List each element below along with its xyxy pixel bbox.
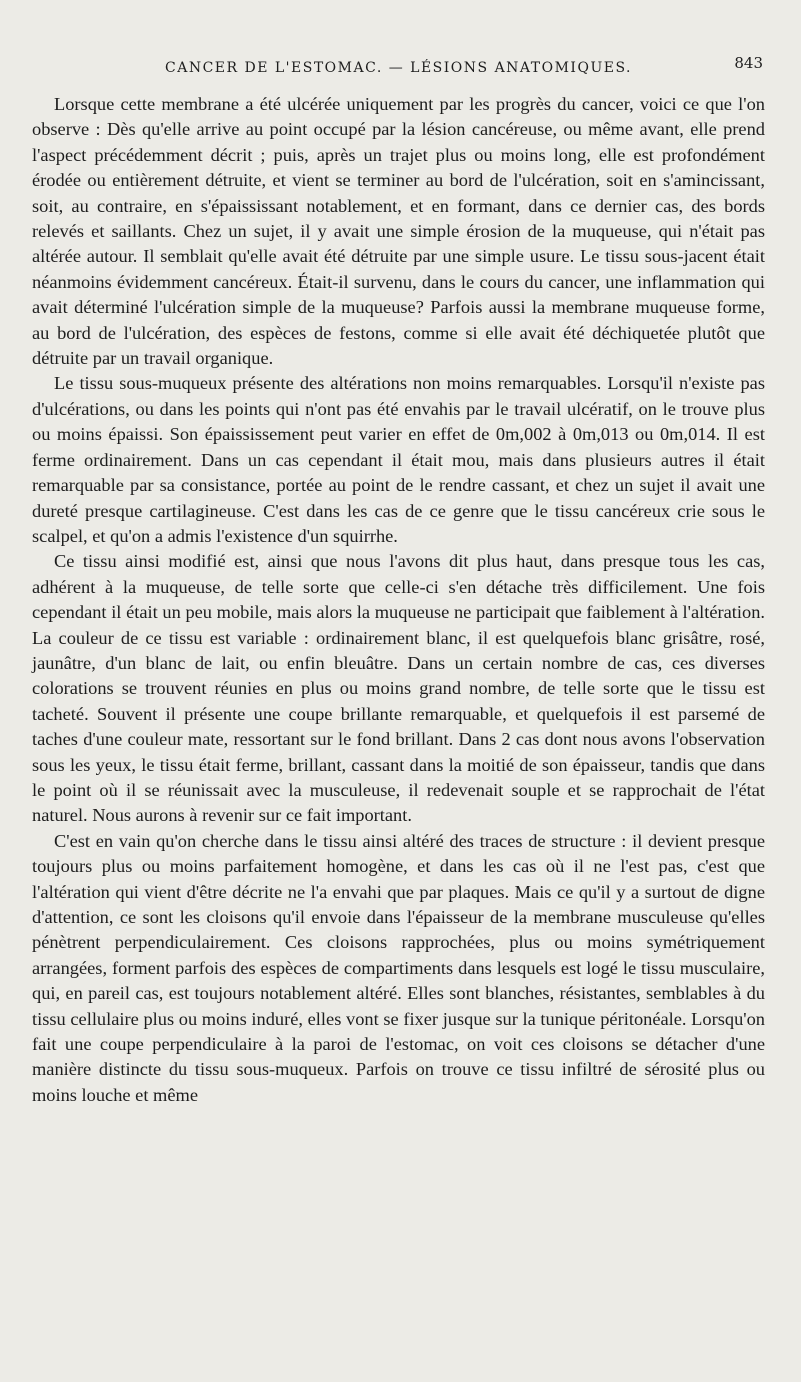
paragraph-tissu-modifie: Ce tissu ainsi modifié est, ainsi que nous l'avons dit plus haut, dans presque tous les cas, adhérent à la muqueuse, de telle sorte que celle-ci s'en détache très difficilement. Une fois cependant il était un peu mobile, mais alors la muqueuse ne participait que faiblement à l'altération. La couleur de ce tissu est variable : ordinairement blanc, il est quelquefois blanc grisâtre, rosé, jaunâtre, d'un blanc de lait, ou enfin bleuâtre. Dans un certain nombre de cas, ces diverses colorations se trouvent réunies en plus ou moins grand nombre, de telle sorte que le tissu est tacheté. Souvent il présente une coupe brillante remarquable, et quelquefois il est parsemé de taches d'une couleur mate, ressortant sur le fond brillant. Dans 2 cas dont nous avons l'observation sous les yeux, le tissu était ferme, brillant, cassant dans la moitié de son épaisseur, tandis que dans le point où il se réunissait avec la musculeuse, il redevenait souple et se rapprochait de l'état naturel. Nous aurons à revenir sur ce fait important. (32, 551, 765, 826)
running-head-title: CANCER DE L'ESTOMAC. — LÉSIONS ANATOMIQUES. (165, 60, 632, 76)
body-text (32, 92, 765, 1108)
running-head (32, 52, 765, 82)
paragraph-cloisons: C'est en vain qu'on cherche dans le tissu ainsi altéré des traces de structure : il devient presque toujours plus ou moins parfaitement homogène, et dans les cas où il ne l'est pas, c'est que l'altération qui vient d'être décrite ne l'a envahi que par plaques. Mais ce qu'il y a surtout de digne d'attention, ce sont les cloisons qu'il envoie dans l'épaisseur de la membrane musculeuse qu'elles pénètrent perpendiculairement. Ces cloisons rapprochées, plus ou moins symétriquement arrangées, forment parfois des espèces de compartiments dans lesquels est logé le tissu musculaire, qui, en pareil cas, est toujours notablement altéré. Elles sont blanches, résistantes, semblables à du tissu cellulaire plus ou moins induré, elles vont se fixer jusque sur la tunique péritonéale. Lorsqu'on fait une coupe perpendiculaire à la paroi de l'estomac, on voit ces cloisons se détacher d'une manière distincte du tissu sous-muqueux. Parfois on trouve ce tissu infiltré de sérosité plus ou moins louche et même (32, 830, 765, 1105)
paragraph-ulceration-muqueuse: Lorsque cette membrane a été ulcérée uniquement par les progrès du cancer, voici ce que l'on observe : Dès qu'elle arrive au point occupé par la lésion cancéreuse, ou même avant, elle prend l'aspect précédemment décrit ; puis, après un trajet plus ou moins long, elle est profondément érodée ou entièrement détruite, et vient se terminer au bord de l'ulcération, soit en s'amincissant, soit, au contraire, en s'épaississant notablement, et en formant, dans ce dernier cas, des bords relevés et saillants. Chez un sujet, il y avait une simple érosion de la muqueuse, qui n'était pas altérée autour. Il semblait qu'elle avait été détruite par une simple usure. Le tissu sous-jacent était néanmoins évidemment cancéreux. Était-il survenu, dans le cours du cancer, une inflammation qui avait déterminé l'ulcération simple de la muqueuse? Parfois aussi la membrane muqueuse forme, au bord de l'ulcération, des espèces de festons, comme si elle avait été déchiquetée plutôt que détruite par un travail organique. (32, 94, 765, 369)
paragraph-tissu-sous-muqueux: Le tissu sous-muqueux présente des altérations non moins remarquables. Lorsqu'il n'existe pas d'ulcérations, ou dans les points qui n'ont pas été envahis par le travail ulcératif, on le trouve plus ou moins épaissi. Son épaississement peut varier en effet de 0m,002 à 0m,013 ou 0m,014. Il est ferme ordinairement. Dans un cas cependant il était mou, mais dans plusieurs autres il était remarquable par sa consistance, portée au point de le rendre cassant, et chez un sujet il avait une dureté presque cartilagineuse. C'est dans les cas de ce genre que le tissu cancéreux crie sous le scalpel, et qu'on a admis l'existence d'un squirrhe. (32, 373, 765, 546)
page-number: 843 (734, 54, 763, 72)
